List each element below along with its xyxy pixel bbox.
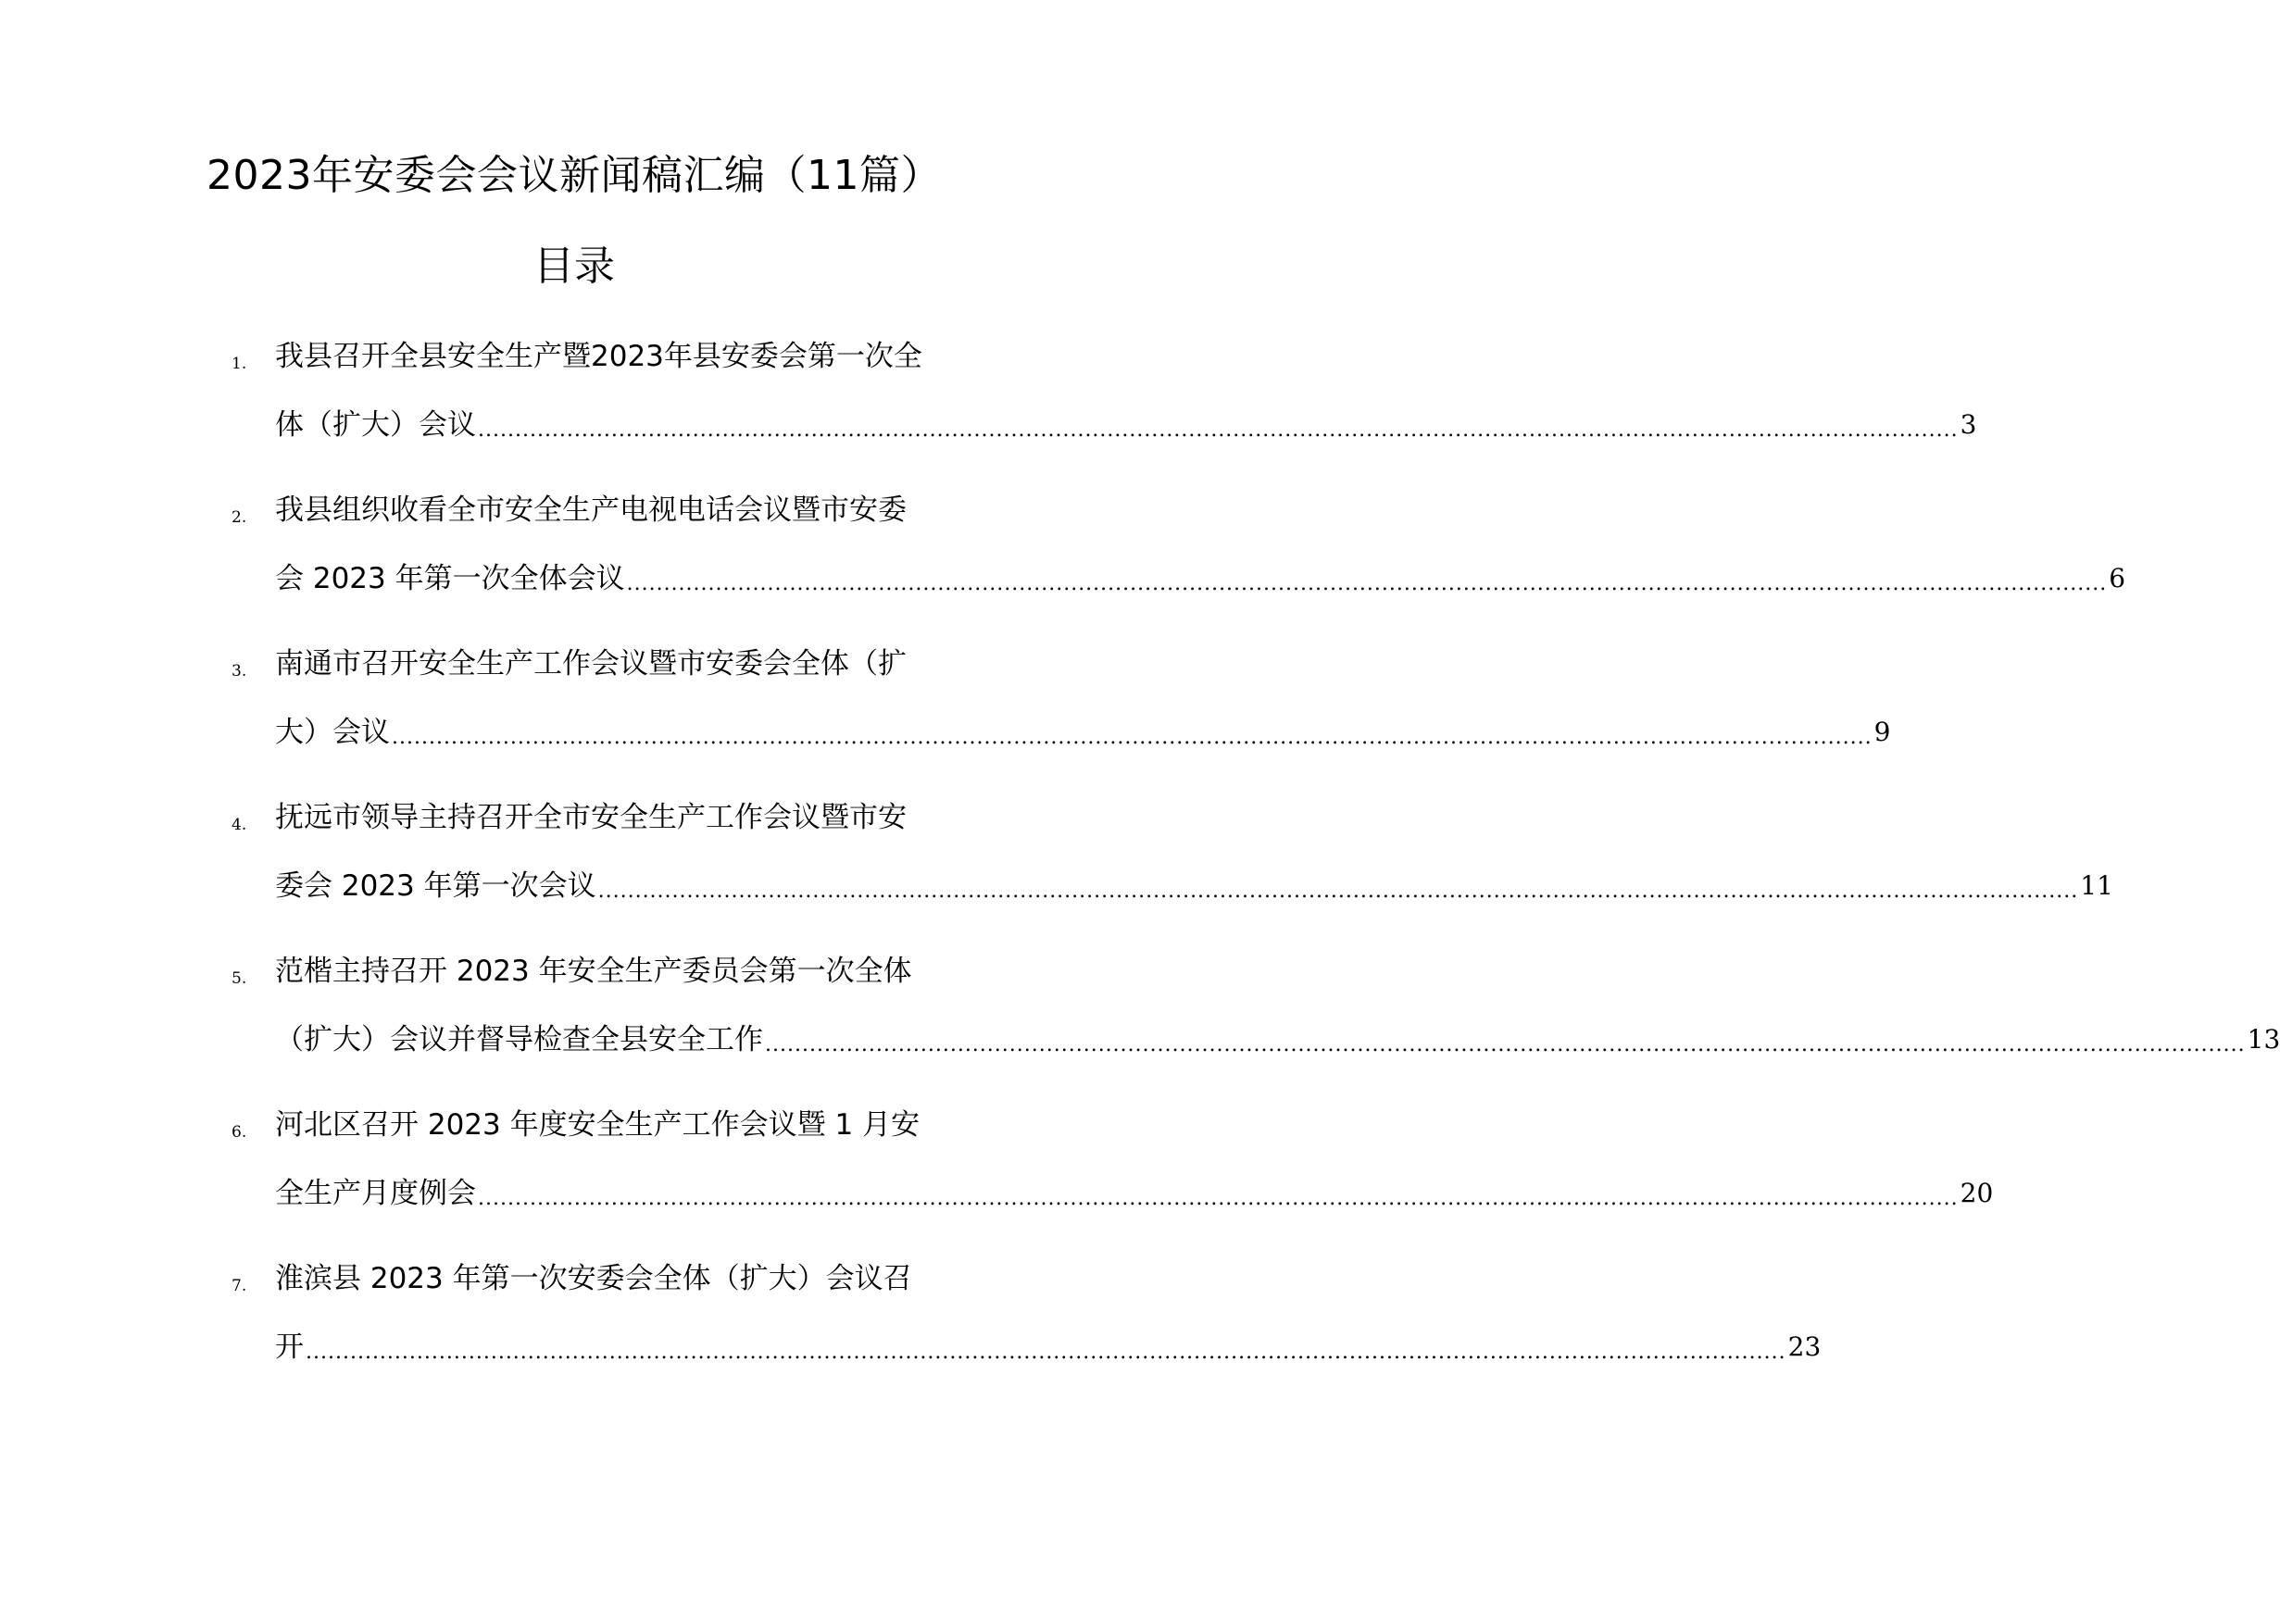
dot-leader: ........................................................................................................................................................................................................ bbox=[765, 1033, 2246, 1056]
toc-entry-page-number: 13 bbox=[2247, 1024, 2280, 1055]
toc-entry-page-number: 6 bbox=[2109, 563, 2126, 593]
toc-entry-title-line1: 河北区召开 2023 年度安全生产工作会议暨 1 月安 bbox=[275, 1108, 921, 1142]
toc-entry-page-number: 23 bbox=[1787, 1331, 1822, 1362]
toc-entry-title-line2: 大）会议 bbox=[275, 716, 390, 749]
toc-entry-title-line2: 开 bbox=[275, 1330, 304, 1364]
toc-entry-title-line1: 淮滨县 2023 年第一次安委会全体（扩大）会议召 bbox=[275, 1262, 912, 1295]
toc-entry-6[interactable] bbox=[232, 1099, 1994, 1253]
toc-entry-page-number: 3 bbox=[1960, 409, 1977, 440]
toc-entry-title-line2: 会 2023 年第一次全体会议 bbox=[275, 562, 625, 595]
dot-leader: ........................................................................................................................................................................................................ bbox=[478, 418, 1959, 442]
toc-entry-page-number: 11 bbox=[2080, 870, 2113, 901]
toc-heading: 目录 bbox=[533, 243, 615, 290]
toc-entry-page-number: 20 bbox=[1960, 1178, 1994, 1208]
toc-entry-3[interactable] bbox=[232, 638, 1891, 792]
toc-entry-number: 3. bbox=[232, 662, 247, 681]
toc-entry-5[interactable] bbox=[232, 945, 2280, 1099]
toc-entry-2[interactable] bbox=[232, 484, 2126, 638]
toc-entry-title-line1: 我县召开全县安全生产暨2023年县安委会第一次全 bbox=[275, 340, 922, 373]
dot-leader: ........................................................................................................................................................................................................ bbox=[478, 1187, 1959, 1210]
toc-entry-title-line1: 范楷主持召开 2023 年安全生产委员会第一次全体 bbox=[275, 955, 912, 988]
dot-leader: ........................................................................................................................................................................................................ bbox=[597, 880, 2079, 903]
toc-entry-title-line2: 体（扩大）会议 bbox=[275, 408, 476, 442]
toc-entry-number: 7. bbox=[232, 1277, 247, 1295]
toc-entry-7[interactable] bbox=[232, 1253, 1822, 1406]
toc-entry-number: 5. bbox=[232, 969, 247, 988]
toc-entry-4[interactable] bbox=[232, 792, 2113, 945]
toc-entry-1[interactable] bbox=[232, 331, 1977, 484]
toc-entry-number: 6. bbox=[232, 1123, 247, 1142]
toc-entry-title-line2: 委会 2023 年第一次会议 bbox=[275, 869, 596, 903]
dot-leader: ........................................................................................................................................................................................................ bbox=[306, 1341, 1786, 1364]
toc-entry-page-number: 9 bbox=[1873, 717, 1891, 747]
dot-leader: ........................................................................................................................................................................................................ bbox=[392, 726, 1873, 749]
toc-entry-title-line1: 南通市召开安全生产工作会议暨市安委会全体（扩 bbox=[275, 647, 907, 681]
dot-leader: ........................................................................................................................................................................................................ bbox=[626, 572, 2108, 595]
toc-entry-title-line2: （扩大）会议并督导检查全县安全工作 bbox=[275, 1023, 763, 1056]
document-title: 2023年安委会会议新闻稿汇编（11篇） bbox=[207, 152, 942, 199]
toc-entry-number: 2. bbox=[232, 508, 247, 527]
toc-entry-title-line1: 我县组织收看全市安全生产电视电话会议暨市安委 bbox=[275, 493, 907, 527]
toc-entry-title-line2: 全生产月度例会 bbox=[275, 1177, 476, 1210]
toc-entry-number: 4. bbox=[232, 816, 247, 834]
toc-list bbox=[232, 331, 2280, 1406]
toc-entry-number: 1. bbox=[232, 355, 247, 373]
toc-entry-title-line1: 抚远市领导主持召开全市安全生产工作会议暨市安 bbox=[275, 801, 907, 834]
